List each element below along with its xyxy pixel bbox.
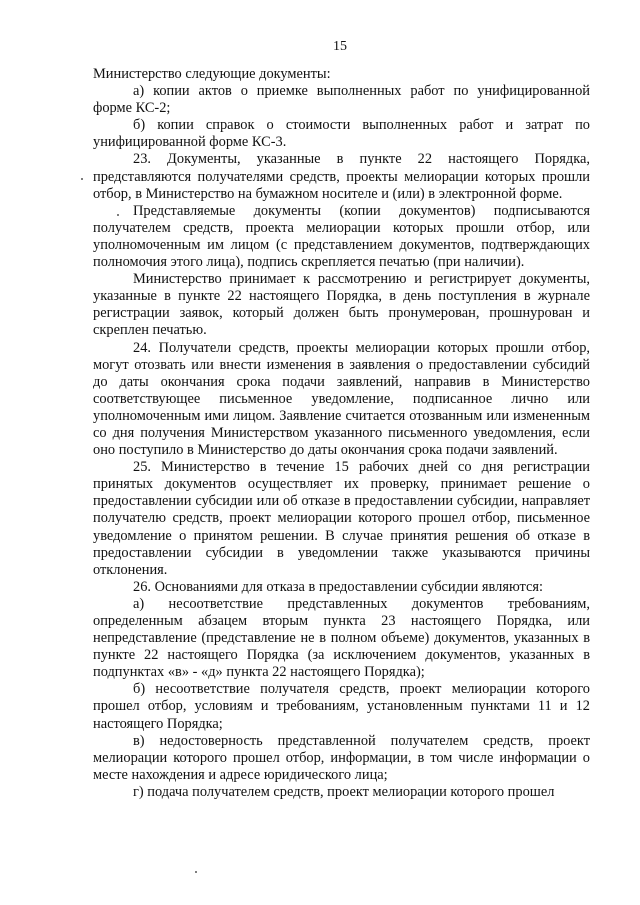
paragraph: г) подача получателем средств, проект мелиорации которого прошел xyxy=(133,783,555,800)
paragraph: а) несоответствие представленных документов требованиям, определенным абзацем вторым пункта 23 настоящего Порядка, или непредставление (представление не в полном объеме) документов, указанных в пункте 22 настоящего Порядка (за исключением документов, указанных в подпунктах «в» - «д» пункта 22 настоящего Порядка); xyxy=(93,595,590,681)
scan-speck xyxy=(81,178,83,180)
paragraph: б) копии справок о стоимости выполненных работ и затрат по унифицированной форме КС-3. xyxy=(93,117,590,151)
paragraph: 24. Получатели средств, проекты мелиорации которых прошли отбор, могут отозвать или внести изменения в заявления о предоставлении субсидий до даты окончания срока подачи заявлений, направив в Министерство соответствующее письменное уведомление, подписанное лично или уполномоченным ими лицом. Заявление считается отозванным или измененным со дня получения Министерством указанного письменного уведомления, если оно поступило в Министерство до даты окончания срока подачи заявлений. xyxy=(93,339,590,459)
paragraph: 25. Министерство в течение 15 рабочих дней со дня регистрации принятых документов осуществляет их проверку, принимает решение о предоставлении субсидии или об отказе в предоставлении субсидии, направляет получателю средств, проект мелиорации которого прошел отбор, письменное уведомление о принятом решении. В случае принятия решения об отказе в предоставлении субсидии в уведомлении также указываются причины отклонения. xyxy=(93,459,590,578)
paragraph: Министерство следующие документы: xyxy=(93,66,331,82)
paragraph: 23. Документы, указанные в пункте 22 настоящего Порядка, представляются получателями средств, проекты мелиорации которых прошли отбор, в Министерство на бумажном носителе и (или) в электронной форме. xyxy=(93,151,590,202)
scan-speck xyxy=(195,871,197,873)
paragraph: Министерство принимает к рассмотрению и регистрирует документы, указанные в пункте 22 настоящего Порядка, в день поступления в журнале регистрации заявок, который должен быть пронумерован, прошнурован и скреплен печатью. xyxy=(93,271,590,339)
paragraph: в) недостоверность представленной получателем средств, проект мелиорации которого прошел отбор, информации, в том числе информации о месте нахождения и адресе юридического лица; xyxy=(93,732,590,783)
paragraph: а) копии актов о приемке выполненных работ по унифицированной форме КС-2; xyxy=(93,83,590,117)
scan-speck xyxy=(117,214,119,216)
paragraph: 26. Основаниями для отказа в предоставлении субсидии являются: xyxy=(133,578,543,595)
paragraph: б) несоответствие получателя средств, проект мелиорации которого прошел отбор, условиям и требованиям, установленным пунктами 11 и 12 настоящего Порядка; xyxy=(93,681,590,732)
paragraph: Представляемые документы (копии документов) подписываются получателем средств, проекта мелиорации которых прошли отбор, или уполномоченным им лицом (с представлением документов, подтверждающих полномочия этого лица), подпись скрепляется печатью (при наличии). xyxy=(93,202,590,271)
document-body xyxy=(93,66,590,801)
page-number: 15 xyxy=(333,39,347,54)
